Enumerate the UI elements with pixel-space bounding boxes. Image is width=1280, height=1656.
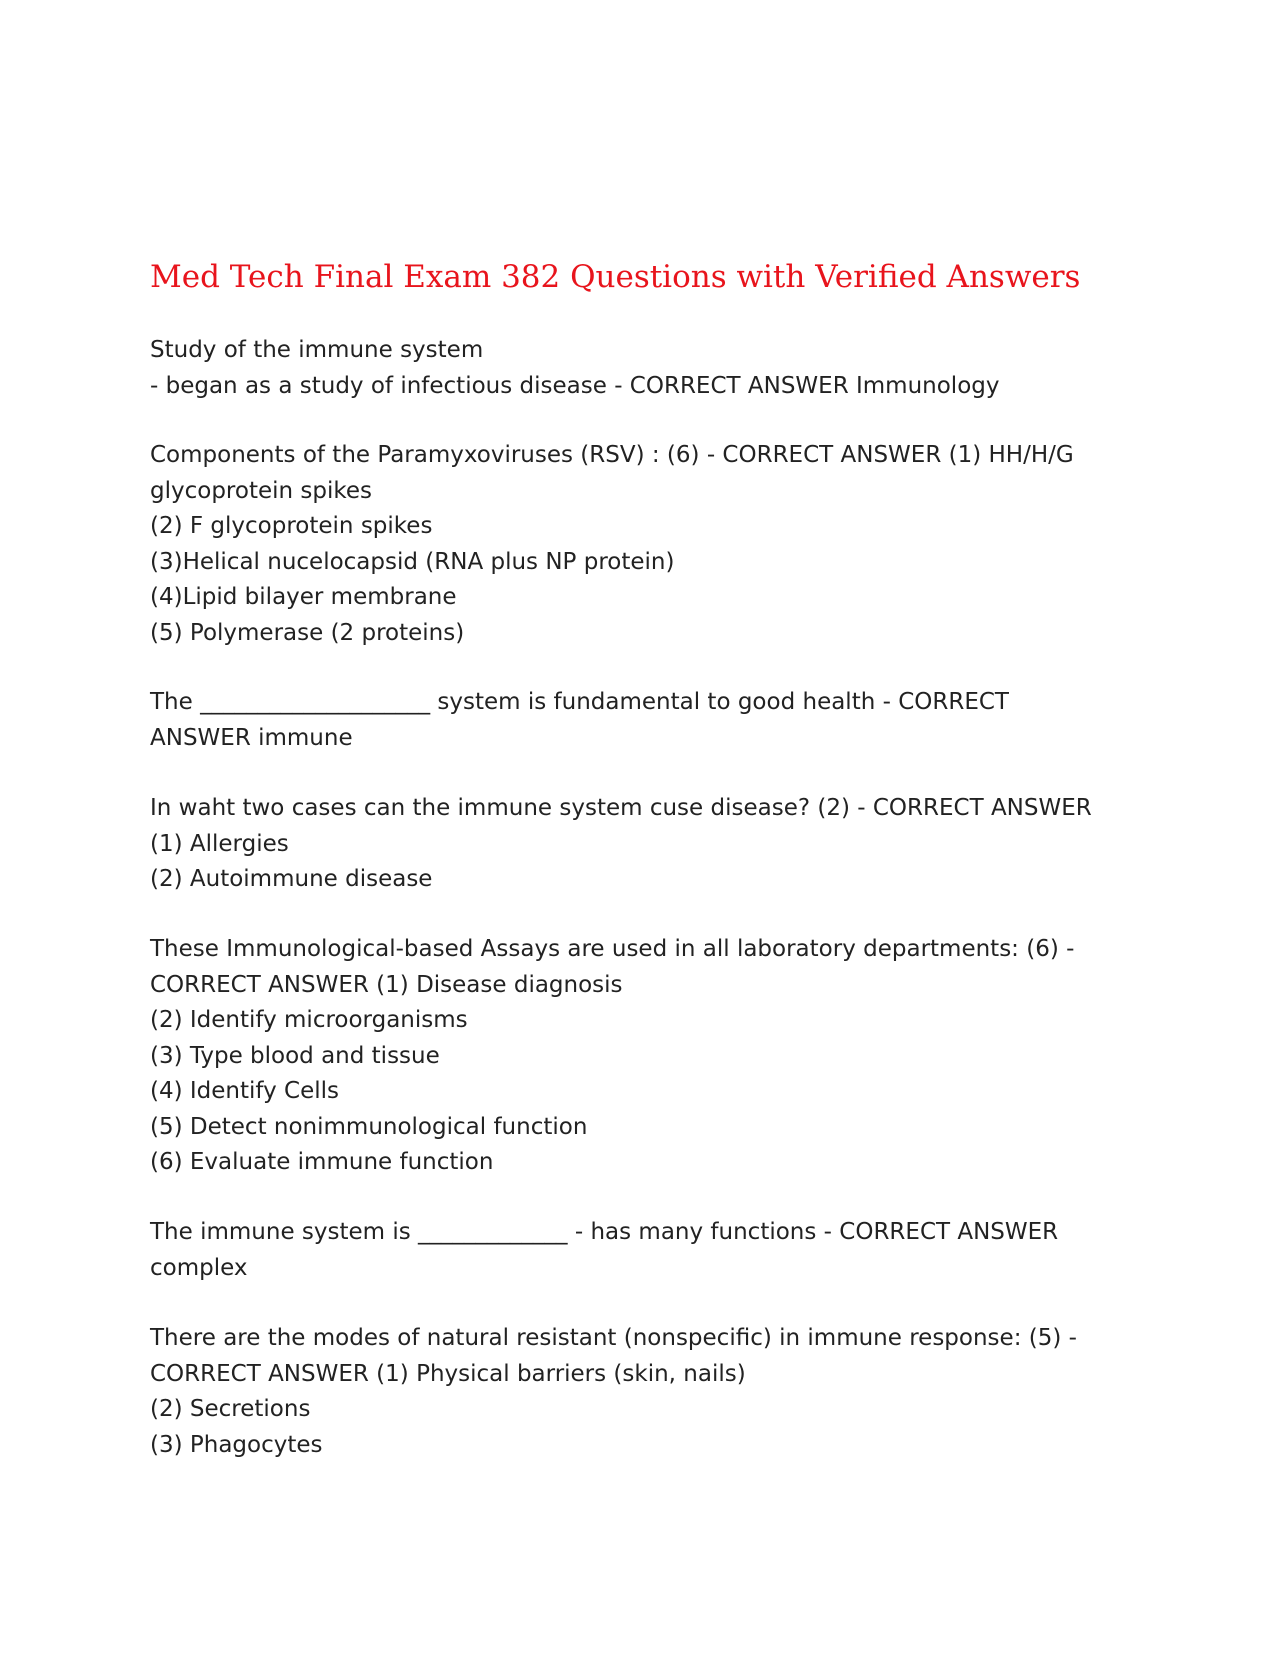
answer-line: glycoprotein spikes (150, 477, 372, 504)
answer-item: (3)Helical nucelocapsid (RNA plus NP protein) (150, 548, 675, 575)
answer-item: (4) Identify Cells (150, 1078, 339, 1104)
answer-item: (2) Autoimmune disease (150, 866, 433, 892)
answer-item: (2) Identify microorganisms (150, 1007, 468, 1033)
question-text: Study of the immune system (150, 337, 484, 363)
qa-block-disease-cases (150, 791, 1150, 898)
question-text: The immune system is _____________ - has many functions - CORRECT ANSWER (150, 1219, 1059, 1245)
answer-item: (5) Polymerase (2 proteins) (150, 619, 465, 646)
answer-item: CORRECT ANSWER (1) Physical barriers (skin, nails) (150, 1360, 746, 1387)
qa-block-immunology (150, 333, 1150, 404)
qa-block-natural-resistance (150, 1321, 1150, 1463)
qa-block-fundamental-system (150, 685, 1150, 756)
answer-item: (2) F glycoprotein spikes (150, 513, 433, 539)
question-text: The ____________________ system is fundamental to good health - CORRECT (150, 689, 1009, 715)
answer-item: (5) Detect nonimmunological function (150, 1113, 588, 1140)
qa-block-paramyxoviruses (150, 438, 1150, 651)
answer-line: complex (150, 1254, 248, 1281)
answer-item: CORRECT ANSWER (1) Disease diagnosis (150, 971, 623, 998)
answer-line: ANSWER immune (150, 724, 353, 751)
question-text: There are the modes of natural resistant (nonspecific) in immune response: (5) - (150, 1325, 1077, 1351)
qa-block-immunological-assays (150, 932, 1150, 1181)
answer-item: (6) Evaluate immune function (150, 1149, 494, 1175)
question-text: These Immunological-based Assays are used in all laboratory departments: (6) - (150, 936, 1075, 962)
document-title: Med Tech Final Exam 382 Questions with Verified Answers (150, 259, 1081, 295)
qa-block-complex-system (150, 1215, 1150, 1286)
answer-item: (1) Allergies (150, 830, 289, 857)
answer-item: (4)Lipid bilayer membrane (150, 584, 457, 610)
question-answer-text: Components of the Paramyxoviruses (RSV) : (6) - CORRECT ANSWER (1) HH/H/G (150, 442, 1074, 468)
answer-item: (3) Type blood and tissue (150, 1042, 440, 1069)
answer-item: (2) Secretions (150, 1396, 311, 1422)
answer-item: (3) Phagocytes (150, 1431, 323, 1458)
question-text: In waht two cases can the immune system cuse disease? (2) - CORRECT ANSWER (150, 795, 1092, 821)
question-answer-text: - began as a study of infectious disease - CORRECT ANSWER Immunology (150, 372, 1000, 399)
